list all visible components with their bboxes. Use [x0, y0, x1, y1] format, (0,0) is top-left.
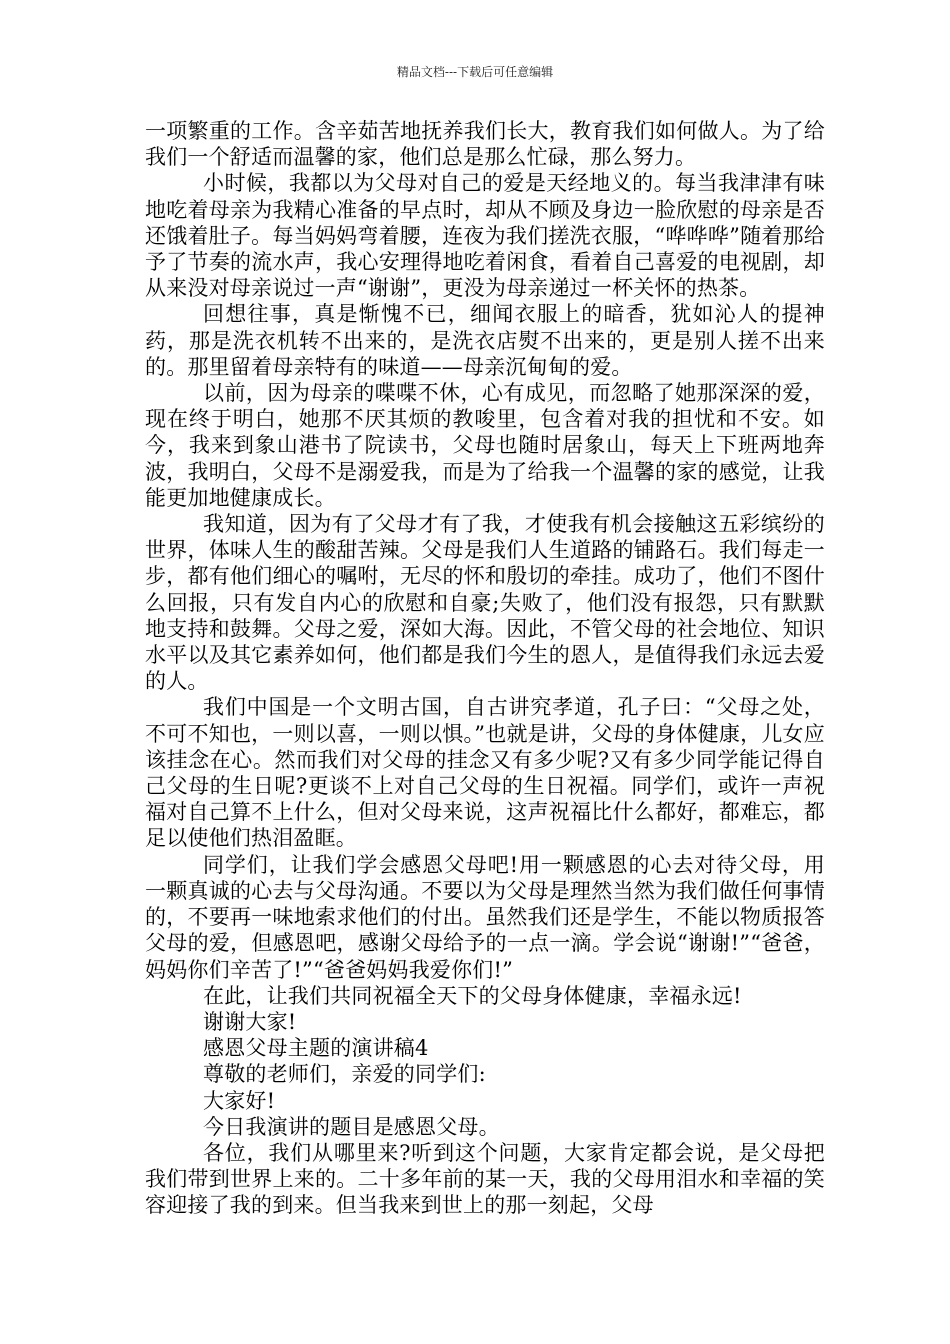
document-body	[145, 118, 825, 1219]
salutation: 尊敬的老师们，亲爱的同学们:	[203, 1062, 486, 1087]
paragraph: 我知道，因为有了父母才有了我，才使我有机会接触这五彩缤纷的世界，体味人生的酸甜苦辣。父母是我们人生道路的铺路石。我们每走一步，都有他们细心的嘱咐，无尽的怀和殷切的牵挂。成功了，他们不图什么回报，只有发自内心的欣慰和自豪;失败了，他们没有报怨，只有默默地支持和鼓舞。父母之爱，深如大海。因此，不管父母的社会地位、知识水平以及其它素养如何，他们都是我们今生的恩人，是值得我们永远去爱的人。	[145, 512, 825, 694]
paragraph: 各位，我们从哪里来?听到这个问题，大家肯定都会说，是父母把我们带到世界上来的。二十多年前的某一天，我的父母用泪水和幸福的笑容迎接了我的到来。但当我来到世上的那一刻起，父母	[145, 1140, 825, 1218]
paragraph: 今日我演讲的题目是感恩父母。	[203, 1114, 500, 1139]
paragraph: 在此，让我们共同祝福全天下的父母身体健康，幸福永远!	[203, 983, 742, 1008]
paragraph: 同学们，让我们学会感恩父母吧!用一颗感恩的心去对待父母，用一颗真诚的心去与父母沟通。不要以为父母是理然当然为我们做任何事情的，不要再一味地索求他们的付出。虽然我们还是学生，不能以物质报答父母的爱，但感恩吧，感谢父母给予的一点一滴。学会说“谢谢!”“爸爸，妈妈你们辛苦了!”“爸爸妈妈我爱你们!”	[145, 852, 825, 982]
section-heading: 感恩父母主题的演讲稿4	[203, 1036, 429, 1061]
paragraph: 我们中国是一个文明古国，自古讲究孝道，孔子曰：“父母之处，不可不知也，一则以喜，一则以惧。”也就是讲，父母的身体健康，儿女应该挂念在心。然而我们对父母的挂念又有多少呢?又有多少同学能记得自己父母的生日呢?更谈不上对自己父母的生日祝福。同学们，或许一声祝福对自己算不上什么，但对父母来说，这声祝福比什么都好，都难忘，都足以使他们热泪盈眶。	[145, 695, 825, 851]
greeting: 大家好!	[203, 1088, 276, 1113]
paragraph: 以前，因为母亲的喋喋不休，心有成见，而忽略了她那深深的爱，现在终于明白，她那不厌其烦的教唆里，包含着对我的担忧和不安。如今，我来到象山港书了院读书，父母也随时居象山，每天上下班两地奔波，我明白，父母不是溺爱我，而是为了给我一个温馨的家的感觉，让我能更加地健康成长。	[145, 381, 825, 510]
paragraph: 谢谢大家!	[203, 1009, 297, 1034]
paragraph: 一项繁重的工作。含辛茹苦地抚养我们长大，教育我们如何做人。为了给我们一个舒适而温馨的家，他们总是那么忙碌，那么努力。	[145, 119, 825, 170]
paragraph: 回想往事，真是惭愧不已，细闻衣服上的暗香，犹如沁人的提神药，那是洗衣机转不出来的，是洗衣店熨不出来的，更是别人搓不出来的。那里留着母亲特有的味道——母亲沉甸甸的爱。	[145, 302, 825, 379]
paragraph: 小时候，我都以为父母对自己的爱是天经地义的。每当我津津有味地吃着母亲为我精心准备的早点时，却从不顾及身边一脸欣慰的母亲是否还饿着肚子。每当妈妈弯着腰，连夜为我们搓洗衣服，“哗哗哗”随着那给予了节奏的流水声，我心安理得地吃着闲食，看着自己喜爱的电视剧，却从来没对母亲说过一声“谢谢”，更没为母亲递过一杯关怀的热茶。	[145, 171, 825, 301]
page-header: 精品文档---下载后可任意编辑	[396, 65, 554, 79]
